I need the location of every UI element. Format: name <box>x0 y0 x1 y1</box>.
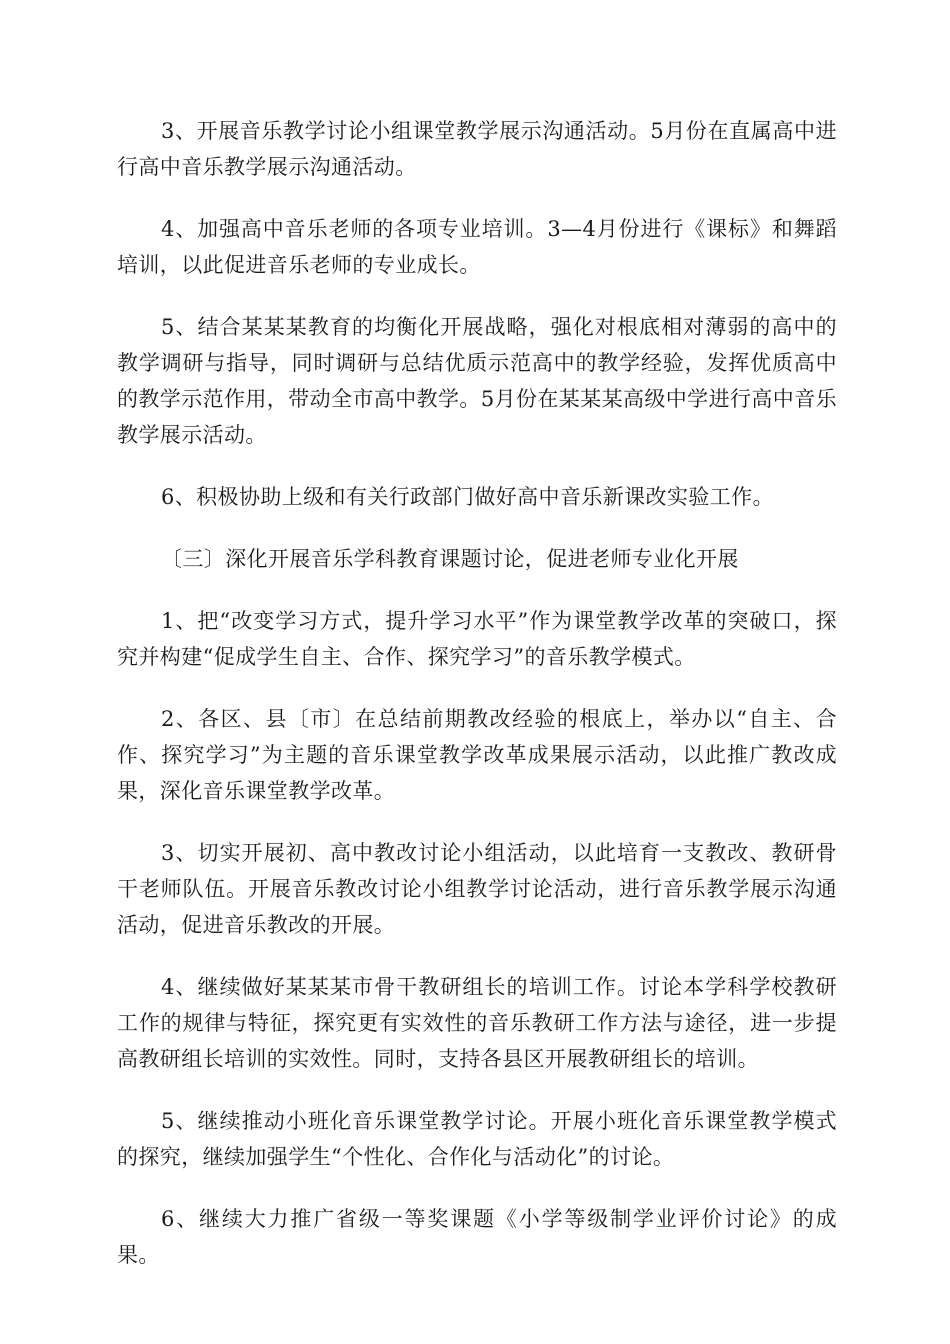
paragraph-item-6-reform: 6、积极协助上级和有关行政部门做好高中音乐新课改实验工作。 <box>161 485 774 509</box>
paragraph-item-1-learning: 1、把“改变学习方式，提升学习水平”作为课堂教学改革的突破口，探究并构建“促成学生自主、合作、探究学习”的音乐教学模式。 <box>117 609 837 669</box>
document-body <box>117 113 837 1299</box>
paragraph-item-6-promote: 6、继续大力推广省级一等奖课题《小学等级制学业评价讨论》的成果。 <box>117 1207 837 1267</box>
paragraph-item-4-training: 4、加强高中音乐老师的各项专业培训。3—4月份进行《课标》和舞蹈培训，以此促进音乐老师的专业成长。 <box>117 217 837 277</box>
paragraph-item-5-balance: 5、结合某某某教育的均衡化开展战略，强化对根底相对薄弱的高中的教学调研与指导，同时调研与总结优质示范高中的教学经验，发挥优质高中的教学示范作用，带动全市高中教学。5月份在某某某高级中学进行高中音乐教学展示活动。 <box>117 315 837 447</box>
paragraph-item-4-leaders: 4、继续做好某某某市骨干教研组长的培训工作。讨论本学科学校教研工作的规律与特征，探究更有实效性的音乐教研工作方法与途径，进一步提高教研组长培训的实效性。同时，支持各县区开展教研组长的培训。 <box>117 975 837 1071</box>
paragraph-item-2-districts: 2、各区、县〔市〕在总结前期教改经验的根底上，举办以“自主、合作、探究学习”为主题的音乐课堂教学改革成果展示活动，以此推广教改成果，深化音乐课堂教学改革。 <box>117 707 837 803</box>
paragraph-item-3-groups: 3、切实开展初、高中教改讨论小组活动，以此培育一支教改、教研骨干老师队伍。开展音乐教改讨论小组教学讨论活动，进行音乐教学展示沟通活动，促进音乐教改的开展。 <box>117 841 837 937</box>
paragraph-item-3-exchange: 3、开展音乐教学讨论小组课堂教学展示沟通活动。5月份在直属高中进行高中音乐教学展示沟通活动。 <box>117 119 837 179</box>
paragraph-item-5-small-class: 5、继续推动小班化音乐课堂教学讨论。开展小班化音乐课堂教学模式的探究，继续加强学生“个性化、合作化与活动化”的讨论。 <box>117 1109 837 1169</box>
section-heading-three: 〔三〕深化开展音乐学科教育课题讨论，促进老师专业化开展 <box>161 547 739 571</box>
